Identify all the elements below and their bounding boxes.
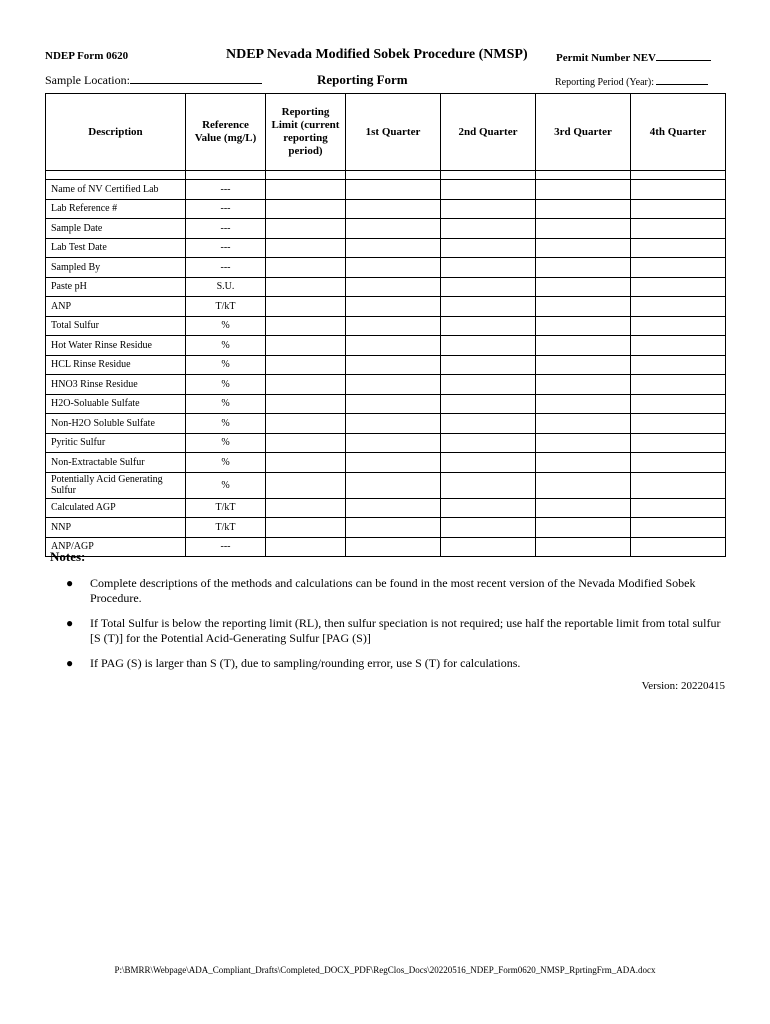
row-2nd-quarter-cell[interactable]: [441, 238, 536, 258]
row-3rd-quarter-cell[interactable]: [536, 414, 631, 434]
row-description: Name of NV Certified Lab: [46, 180, 186, 200]
row-reference-value: ---: [186, 537, 266, 557]
row-3rd-quarter-cell[interactable]: [536, 472, 631, 498]
row-1st-quarter-cell[interactable]: [346, 336, 441, 356]
sample-location-blank[interactable]: [130, 73, 262, 84]
notes-list: [50, 576, 730, 681]
row-2nd-quarter-cell[interactable]: [441, 472, 536, 498]
row-description: Non-Extractable Sulfur: [46, 453, 186, 473]
row-4th-quarter-cell[interactable]: [631, 355, 726, 375]
row-3rd-quarter-cell[interactable]: [536, 433, 631, 453]
row-description: Lab Reference #: [46, 199, 186, 219]
row-3rd-quarter-cell[interactable]: [536, 180, 631, 200]
row-description: Lab Test Date: [46, 238, 186, 258]
row-reporting-limit-cell[interactable]: [266, 518, 346, 538]
row-1st-quarter-cell[interactable]: [346, 518, 441, 538]
notes-title: Notes:: [50, 549, 86, 564]
row-4th-quarter-cell[interactable]: [631, 258, 726, 278]
table-row: [46, 355, 726, 375]
row-4th-quarter-cell[interactable]: [631, 219, 726, 239]
table-row: [46, 199, 726, 219]
reporting-period-blank[interactable]: [656, 74, 708, 85]
footer-file-path: P:\BMRR\Webpage\ADA_Compliant_Drafts\Completed_DOCX_PDF\RegClos_Docs\20220516_NDEP_Form0620_NMSP_RprtingFrm_ADA.docx: [114, 965, 656, 975]
row-reporting-limit-cell[interactable]: [266, 472, 346, 498]
note-item: [50, 656, 730, 671]
permit-number-blank[interactable]: [656, 50, 711, 61]
row-4th-quarter-cell[interactable]: [631, 277, 726, 297]
reporting-form-subtitle: Reporting Form: [317, 72, 408, 87]
row-1st-quarter-cell[interactable]: [346, 537, 441, 557]
table-row: [46, 537, 726, 557]
row-reference-value: T/kT: [186, 498, 266, 518]
row-2nd-quarter-cell[interactable]: [441, 518, 536, 538]
row-reporting-limit-cell[interactable]: [266, 498, 346, 518]
row-1st-quarter-cell[interactable]: [346, 375, 441, 395]
row-reporting-limit-cell[interactable]: [266, 336, 346, 356]
table-row: [46, 394, 726, 414]
row-reference-value: ---: [186, 180, 266, 200]
sample-location-label: Sample Location:: [45, 73, 130, 87]
table-row: [46, 238, 726, 258]
table-row: [46, 297, 726, 317]
col-description: Description: [46, 94, 186, 171]
row-3rd-quarter-cell[interactable]: [536, 277, 631, 297]
col-4th-quarter: 4th Quarter: [631, 94, 726, 171]
row-2nd-quarter-cell[interactable]: [441, 453, 536, 473]
row-3rd-quarter-cell[interactable]: [536, 537, 631, 557]
results-table: [45, 93, 726, 557]
note-text: If Total Sulfur is below the reporting limit (RL), then sulfur speciation is not required; use half the reportable limit from total sulfur [S (T)] for the Potential Acid-Generating Sulfur [PAG (S)]: [90, 616, 721, 645]
row-reporting-limit-cell[interactable]: [266, 355, 346, 375]
row-3rd-quarter-cell[interactable]: [536, 394, 631, 414]
row-4th-quarter-cell[interactable]: [631, 336, 726, 356]
sample-location-field[interactable]: [45, 73, 262, 88]
row-1st-quarter-cell[interactable]: [346, 277, 441, 297]
note-text: Complete descriptions of the methods and calculations can be found in the most recent version of the Nevada Modified Sobek Procedure.: [90, 576, 696, 605]
bullet-icon: ●: [66, 656, 74, 670]
row-3rd-quarter-cell[interactable]: [536, 498, 631, 518]
row-3rd-quarter-cell[interactable]: [536, 219, 631, 239]
row-3rd-quarter-cell[interactable]: [536, 518, 631, 538]
row-reporting-limit-cell[interactable]: [266, 258, 346, 278]
row-reporting-limit-cell[interactable]: [266, 375, 346, 395]
row-reference-value: ---: [186, 199, 266, 219]
row-reporting-limit-cell[interactable]: [266, 433, 346, 453]
row-reporting-limit-cell[interactable]: [266, 316, 346, 336]
row-4th-quarter-cell[interactable]: [631, 316, 726, 336]
note-item: [50, 616, 730, 646]
row-2nd-quarter-cell[interactable]: [441, 180, 536, 200]
row-1st-quarter-cell[interactable]: [346, 316, 441, 336]
row-reporting-limit-cell[interactable]: [266, 537, 346, 557]
row-reporting-limit-cell[interactable]: [266, 199, 346, 219]
row-1st-quarter-cell[interactable]: [346, 414, 441, 434]
row-reporting-limit-cell[interactable]: [266, 238, 346, 258]
col-1st-quarter: 1st Quarter: [346, 94, 441, 171]
table-row: [46, 518, 726, 538]
row-reference-value: ---: [186, 219, 266, 239]
row-2nd-quarter-cell[interactable]: [441, 258, 536, 278]
form-number: NDEP Form 0620: [45, 50, 129, 62]
row-1st-quarter-cell[interactable]: [346, 199, 441, 219]
row-reporting-limit-cell[interactable]: [266, 414, 346, 434]
col-reference-value: Reference Value (mg/L): [186, 94, 266, 171]
row-reference-value: T/kT: [186, 297, 266, 317]
row-2nd-quarter-cell[interactable]: [441, 219, 536, 239]
table-row: [46, 258, 726, 278]
table-header-row: [46, 94, 726, 171]
row-2nd-quarter-cell[interactable]: [441, 277, 536, 297]
col-3rd-quarter: 3rd Quarter: [536, 94, 631, 171]
row-reference-value: %: [186, 472, 266, 498]
reporting-period-field[interactable]: [555, 74, 708, 88]
row-reporting-limit-cell[interactable]: [266, 219, 346, 239]
row-4th-quarter-cell[interactable]: [631, 518, 726, 538]
col-2nd-quarter: 2nd Quarter: [441, 94, 536, 171]
row-1st-quarter-cell[interactable]: [346, 297, 441, 317]
row-reference-value: %: [186, 414, 266, 434]
row-reporting-limit-cell[interactable]: [266, 453, 346, 473]
row-3rd-quarter-cell[interactable]: [536, 238, 631, 258]
row-description: H2O-Soluable Sulfate: [46, 394, 186, 414]
row-4th-quarter-cell[interactable]: [631, 199, 726, 219]
row-3rd-quarter-cell[interactable]: [536, 453, 631, 473]
row-reference-value: %: [186, 453, 266, 473]
row-2nd-quarter-cell[interactable]: [441, 498, 536, 518]
reporting-period-label: Reporting Period (Year):: [555, 77, 654, 88]
row-description: HNO3 Rinse Residue: [46, 375, 186, 395]
row-3rd-quarter-cell[interactable]: [536, 375, 631, 395]
row-description: HCL Rinse Residue: [46, 355, 186, 375]
row-reference-value: %: [186, 433, 266, 453]
row-1st-quarter-cell[interactable]: [346, 394, 441, 414]
row-reference-value: %: [186, 394, 266, 414]
row-1st-quarter-cell[interactable]: [346, 453, 441, 473]
table-row: [46, 433, 726, 453]
row-description: Total Sulfur: [46, 316, 186, 336]
row-reporting-limit-cell[interactable]: [266, 277, 346, 297]
row-1st-quarter-cell[interactable]: [346, 472, 441, 498]
row-1st-quarter-cell[interactable]: [346, 219, 441, 239]
row-1st-quarter-cell[interactable]: [346, 433, 441, 453]
table-row: [46, 219, 726, 239]
row-description: Sampled By: [46, 258, 186, 278]
row-reference-value: T/kT: [186, 518, 266, 538]
note-item: [50, 576, 730, 606]
row-3rd-quarter-cell[interactable]: [536, 258, 631, 278]
row-4th-quarter-cell[interactable]: [631, 453, 726, 473]
row-reference-value: ---: [186, 258, 266, 278]
row-reporting-limit-cell[interactable]: [266, 394, 346, 414]
table-row: [46, 336, 726, 356]
row-description: Sample Date: [46, 219, 186, 239]
row-1st-quarter-cell[interactable]: [346, 238, 441, 258]
row-2nd-quarter-cell[interactable]: [441, 336, 536, 356]
table-row: [46, 180, 726, 200]
row-reporting-limit-cell[interactable]: [266, 297, 346, 317]
row-4th-quarter-cell[interactable]: [631, 180, 726, 200]
row-2nd-quarter-cell[interactable]: [441, 297, 536, 317]
row-4th-quarter-cell[interactable]: [631, 375, 726, 395]
row-reporting-limit-cell[interactable]: [266, 180, 346, 200]
row-reference-value: ---: [186, 238, 266, 258]
table-row: [46, 472, 726, 498]
row-4th-quarter-cell[interactable]: [631, 238, 726, 258]
table-row: [46, 277, 726, 297]
row-description: ANP/AGP: [46, 537, 186, 557]
table-row: [46, 498, 726, 518]
row-3rd-quarter-cell[interactable]: [536, 336, 631, 356]
row-reference-value: S.U.: [186, 277, 266, 297]
row-description: Potentially Acid Generating Sulfur: [46, 472, 186, 498]
page-title: NDEP Nevada Modified Sobek Procedure (NMSP): [226, 47, 528, 62]
table-row: [46, 375, 726, 395]
permit-number-label: Permit Number NEV: [556, 52, 656, 64]
row-description: Pyritic Sulfur: [46, 433, 186, 453]
row-2nd-quarter-cell[interactable]: [441, 355, 536, 375]
row-2nd-quarter-cell[interactable]: [441, 537, 536, 557]
row-description: Paste pH: [46, 277, 186, 297]
row-4th-quarter-cell[interactable]: [631, 472, 726, 498]
table-row: [46, 414, 726, 434]
col-reporting-limit: Reporting Limit (current reporting period): [266, 94, 346, 171]
row-description: Non-H2O Soluble Sulfate: [46, 414, 186, 434]
row-2nd-quarter-cell[interactable]: [441, 375, 536, 395]
row-1st-quarter-cell[interactable]: [346, 498, 441, 518]
row-4th-quarter-cell[interactable]: [631, 433, 726, 453]
row-1st-quarter-cell[interactable]: [346, 258, 441, 278]
bullet-icon: ●: [66, 616, 74, 630]
row-description: Calculated AGP: [46, 498, 186, 518]
row-2nd-quarter-cell[interactable]: [441, 199, 536, 219]
row-reference-value: %: [186, 336, 266, 356]
table-row: [46, 316, 726, 336]
row-reference-value: %: [186, 316, 266, 336]
row-reference-value: %: [186, 375, 266, 395]
row-4th-quarter-cell[interactable]: [631, 297, 726, 317]
row-4th-quarter-cell[interactable]: [631, 394, 726, 414]
table-spacer-row: [46, 171, 726, 180]
row-1st-quarter-cell[interactable]: [346, 355, 441, 375]
version-label: Version: 20220415: [641, 680, 725, 692]
row-1st-quarter-cell[interactable]: [346, 180, 441, 200]
row-3rd-quarter-cell[interactable]: [536, 199, 631, 219]
permit-number-field[interactable]: [556, 50, 711, 64]
row-4th-quarter-cell[interactable]: [631, 498, 726, 518]
row-3rd-quarter-cell[interactable]: [536, 355, 631, 375]
table-row: [46, 453, 726, 473]
note-text: If PAG (S) is larger than S (T), due to sampling/rounding error, use S (T) for calculations.: [90, 656, 521, 670]
row-4th-quarter-cell[interactable]: [631, 414, 726, 434]
row-reference-value: %: [186, 355, 266, 375]
row-description: Hot Water Rinse Residue: [46, 336, 186, 356]
row-4th-quarter-cell[interactable]: [631, 537, 726, 557]
row-description: NNP: [46, 518, 186, 538]
row-2nd-quarter-cell[interactable]: [441, 414, 536, 434]
row-3rd-quarter-cell[interactable]: [536, 316, 631, 336]
row-2nd-quarter-cell[interactable]: [441, 394, 536, 414]
row-description: ANP: [46, 297, 186, 317]
row-3rd-quarter-cell[interactable]: [536, 297, 631, 317]
row-2nd-quarter-cell[interactable]: [441, 316, 536, 336]
bullet-icon: ●: [66, 576, 74, 590]
row-2nd-quarter-cell[interactable]: [441, 433, 536, 453]
